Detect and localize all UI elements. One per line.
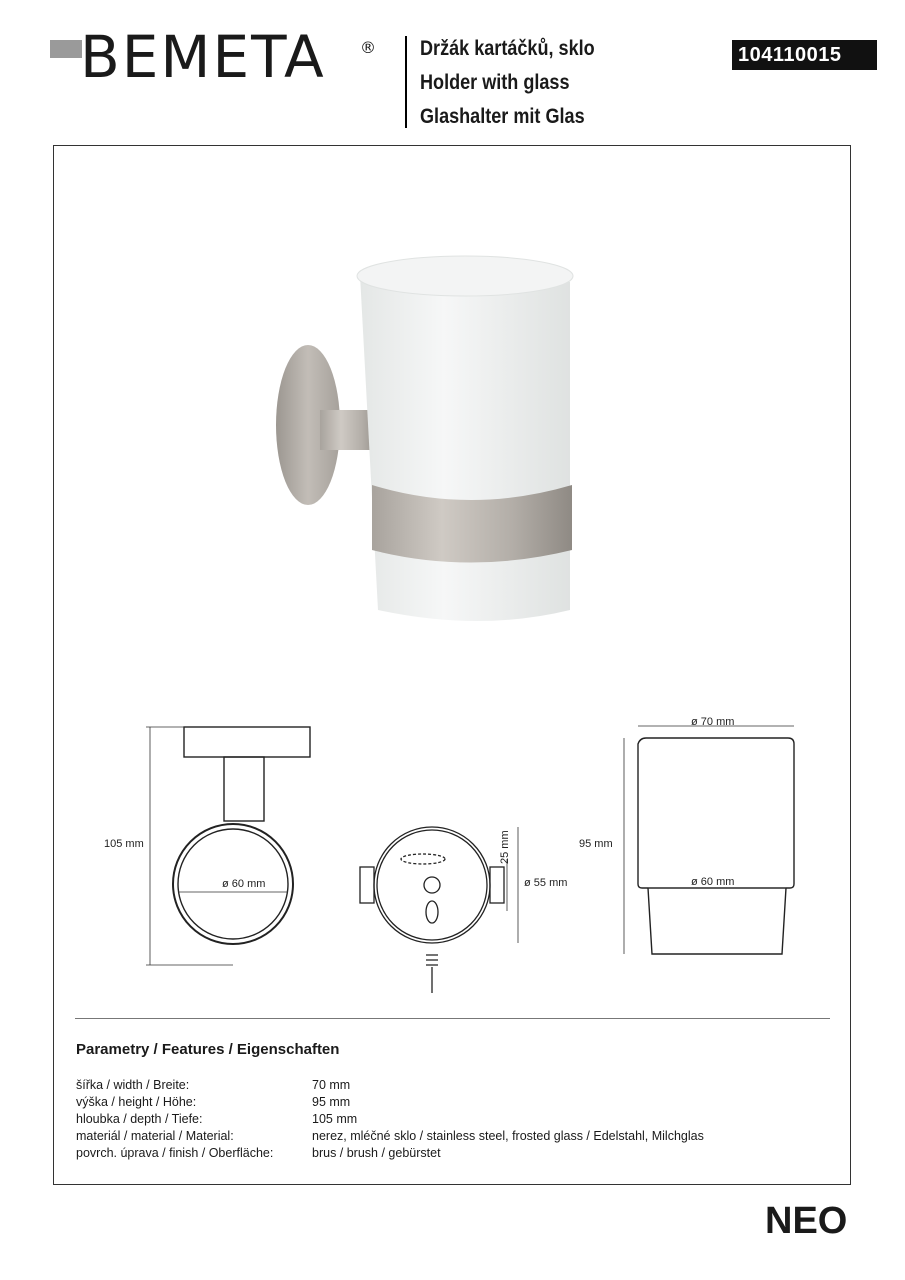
feature-row-width [76,1077,704,1094]
features-table [76,1077,704,1162]
feature-key: hloubka / depth / Tiefe: [76,1112,203,1126]
glass-upper-outline [638,738,794,888]
feature-key: povrch. úprava / finish / Oberfläche: [76,1146,274,1160]
glass-lower-outline [648,888,786,954]
glass-rim [357,256,573,296]
base-right-lug [490,867,504,903]
feature-key: výška / height / Höhe: [76,1095,197,1109]
title-divider [405,36,407,128]
features-title: Parametry / Features / Eigenschaften [76,1041,340,1058]
side-arm-outline [224,757,264,821]
base-spacing-label: 25 mm [499,830,511,864]
screw-thread [426,955,438,965]
glass-drawing [610,712,810,967]
product-photo [260,240,600,630]
feature-value: 70 mm [312,1078,351,1092]
glass-bottom-diameter-label: ø 60 mm [691,876,735,888]
feature-key: šířka / width / Breite: [76,1078,190,1092]
series-name: NEO [765,1200,848,1242]
logo-square [50,40,82,58]
base-outer-circle [374,827,490,943]
feature-value: nerez, mléčné sklo / stainless steel, frosted glass / Edelstahl, Milchglas [312,1129,704,1143]
screw-slot [426,901,438,923]
feature-row-height [76,1094,704,1111]
top-slot [401,854,445,864]
feature-value: 105 mm [312,1112,358,1126]
glass-height-label: 95 mm [579,838,613,850]
base-diameter-label: ø 55 mm [524,877,568,889]
feature-key: materiál / material / Material: [76,1129,234,1143]
glass-top-diameter-label: ø 70 mm [691,716,735,728]
feature-row-finish [76,1145,704,1162]
feature-value: brus / brush / gebürstet [312,1146,441,1160]
frosted-glass [360,261,570,621]
center-hole [424,877,440,893]
brand-logo: BEMETA [80,23,326,91]
feature-value: 95 mm [312,1095,351,1109]
side-view-drawing [100,715,340,1015]
ring-diameter-label: ø 60 mm [222,878,266,890]
title-cz: Držák kartáčků, sklo [420,37,595,60]
registered-mark: ® [360,38,376,57]
base-left-lug [360,867,374,903]
side-plate-outline [184,727,310,757]
title-de: Glashalter mit Glas [420,105,585,128]
section-divider [75,1018,830,1019]
title-en: Holder with glass [420,71,570,94]
feature-row-material [76,1128,704,1145]
height-label: 105 mm [104,838,144,850]
product-code: 104110015 [732,40,877,70]
feature-row-depth [76,1111,704,1128]
